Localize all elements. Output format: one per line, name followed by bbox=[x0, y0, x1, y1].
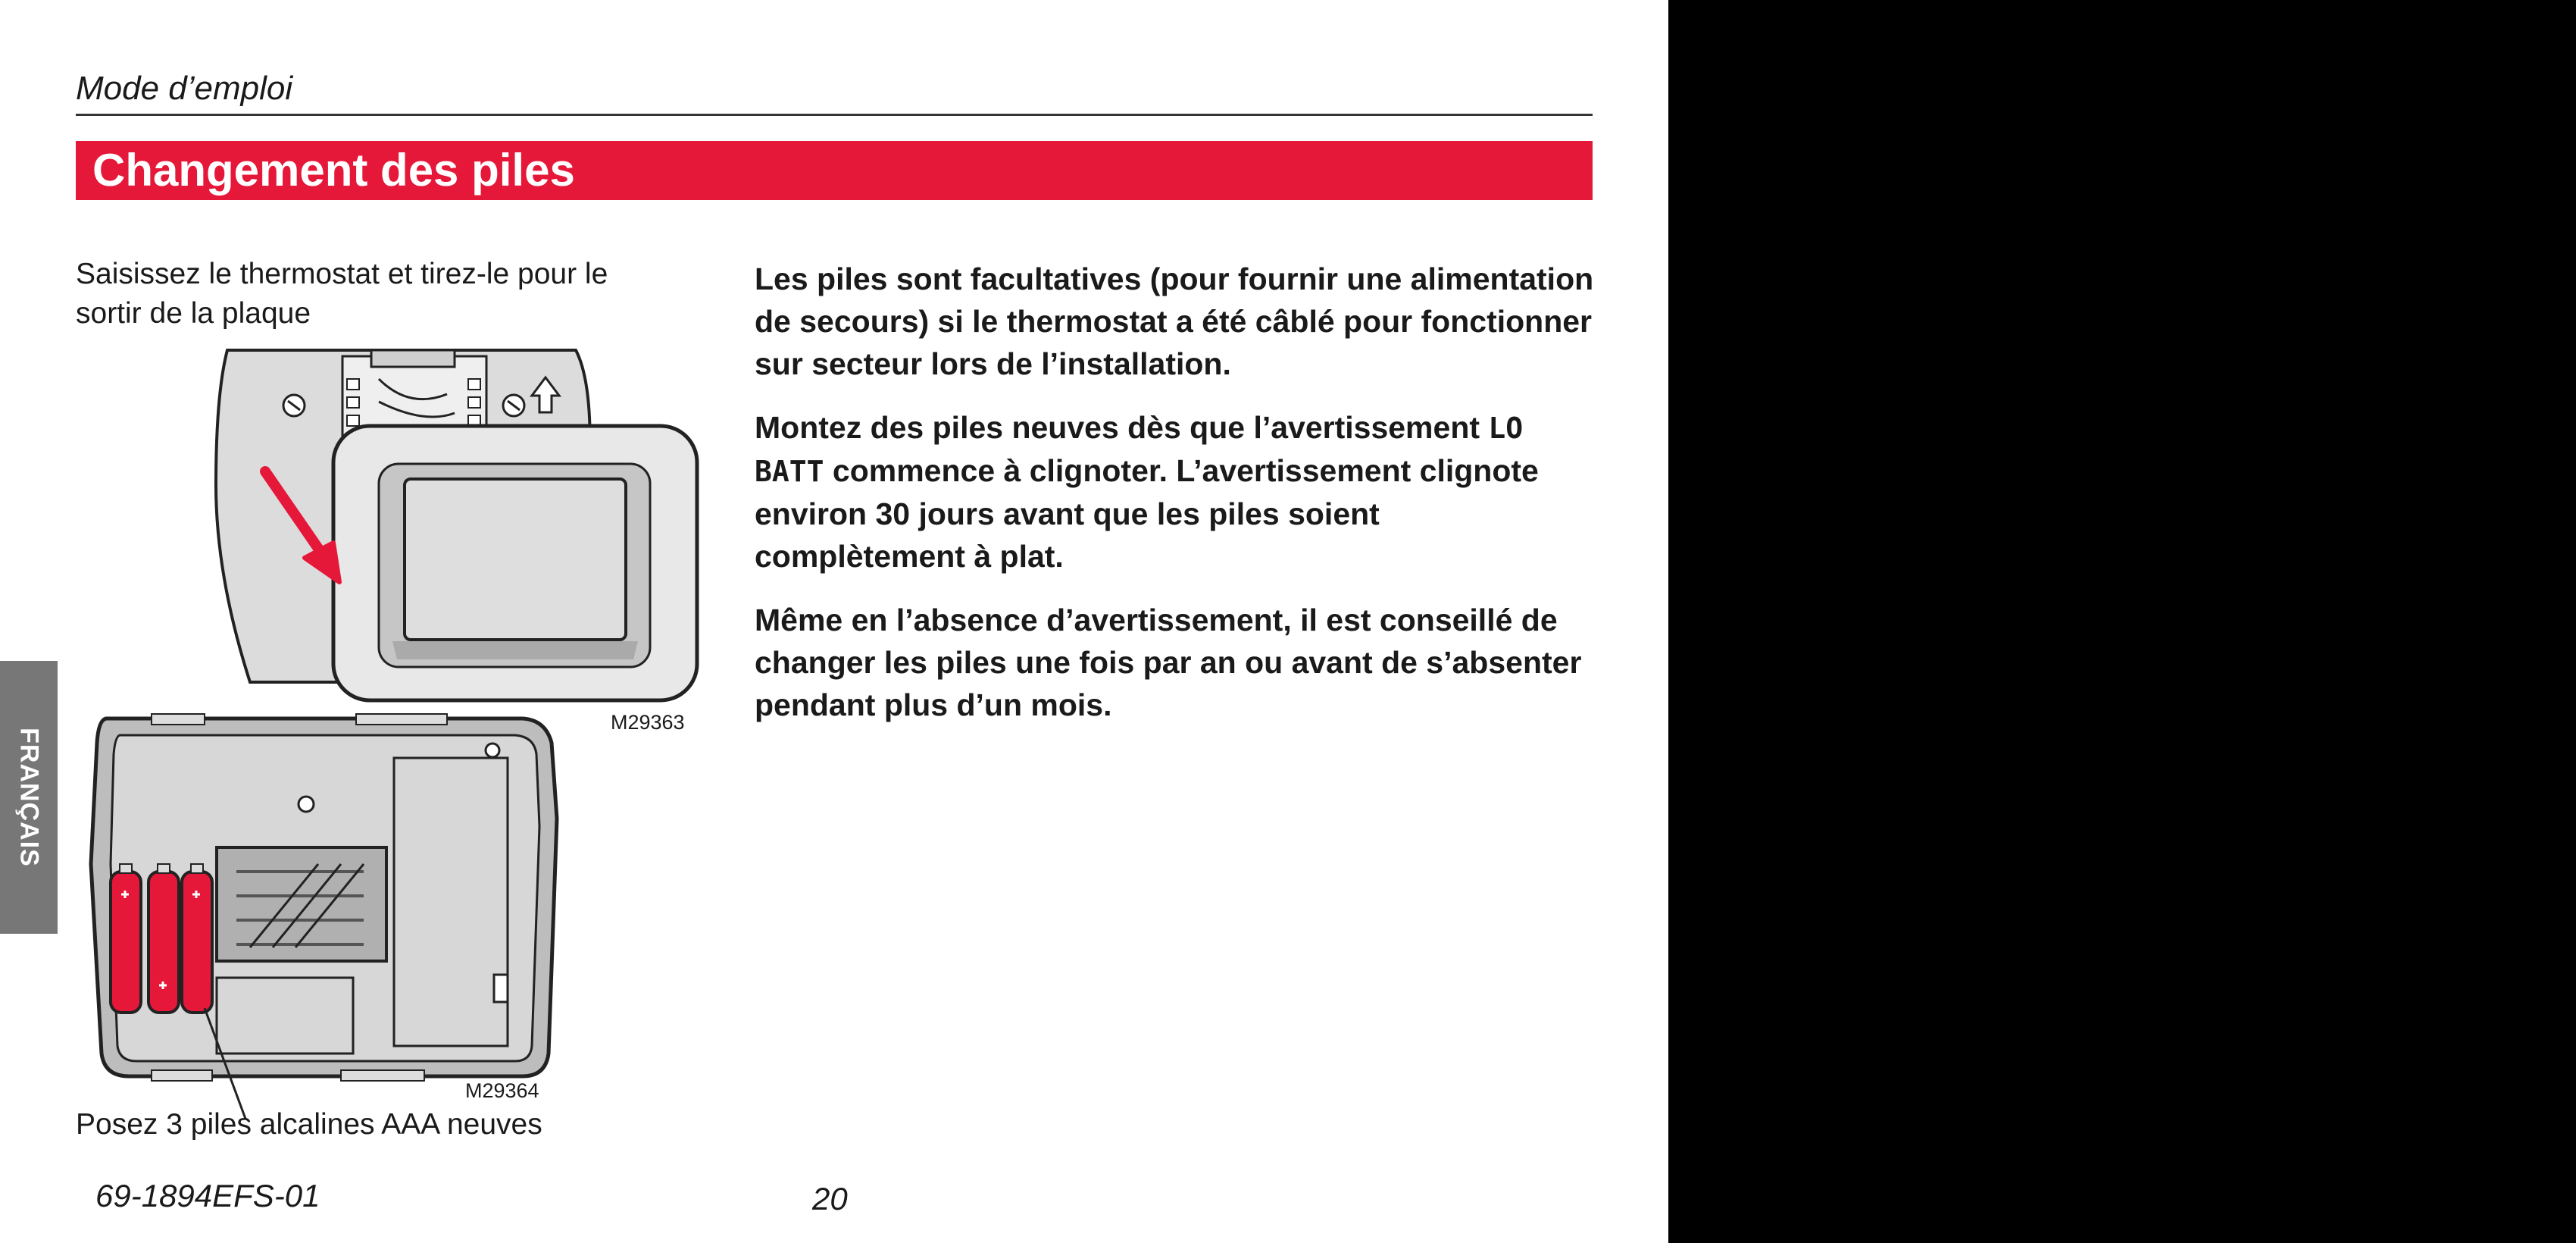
thermostat-front-drawing bbox=[333, 426, 697, 700]
running-header: Mode d’emploi bbox=[76, 70, 293, 107]
figure-caption-top: Saisissez le thermostat et tirez-le pour le sortir de la plaque bbox=[76, 258, 608, 330]
document-number: 69-1894EFS-01 bbox=[95, 1178, 320, 1213]
page-number: 20 bbox=[812, 1181, 848, 1216]
paragraph-annual-change: Même en l’absence d’avertissement, il est conseillé de changer les piles une fois par an ou avant de s’absenter pendant plus d’un mois. bbox=[755, 603, 1582, 722]
figure-label-bottom: M29364 bbox=[465, 1079, 539, 1102]
lo-batt-code: LO BATT bbox=[755, 412, 1524, 488]
aaa-batteries-drawing bbox=[111, 864, 212, 1013]
section-title: Changement des piles bbox=[92, 145, 575, 196]
instructions-column bbox=[755, 258, 1596, 747]
paragraph-optional-batteries: Les piles sont facultatives (pour fournir une alimentation de secours) si le thermostat a été câblé pour fonctionner sur secteur lors de l’installation. bbox=[755, 261, 1594, 381]
figure-caption-bottom: Posez 3 piles alcalines AAA neuves bbox=[76, 1108, 542, 1141]
language-side-tab bbox=[0, 661, 58, 934]
paragraph-lo-batt-before: Montez des piles neuves dès que l’avertissement bbox=[755, 410, 1489, 445]
language-side-tab-label: FRANÇAIS bbox=[14, 728, 44, 867]
figure-label-top: M29363 bbox=[611, 711, 685, 734]
paragraph-lo-batt bbox=[755, 406, 1596, 578]
paragraph-lo-batt-after: commence à clignoter. L’avertissement clignote environ 30 jours avant que les piles soient complètement à plat. bbox=[755, 453, 1539, 574]
